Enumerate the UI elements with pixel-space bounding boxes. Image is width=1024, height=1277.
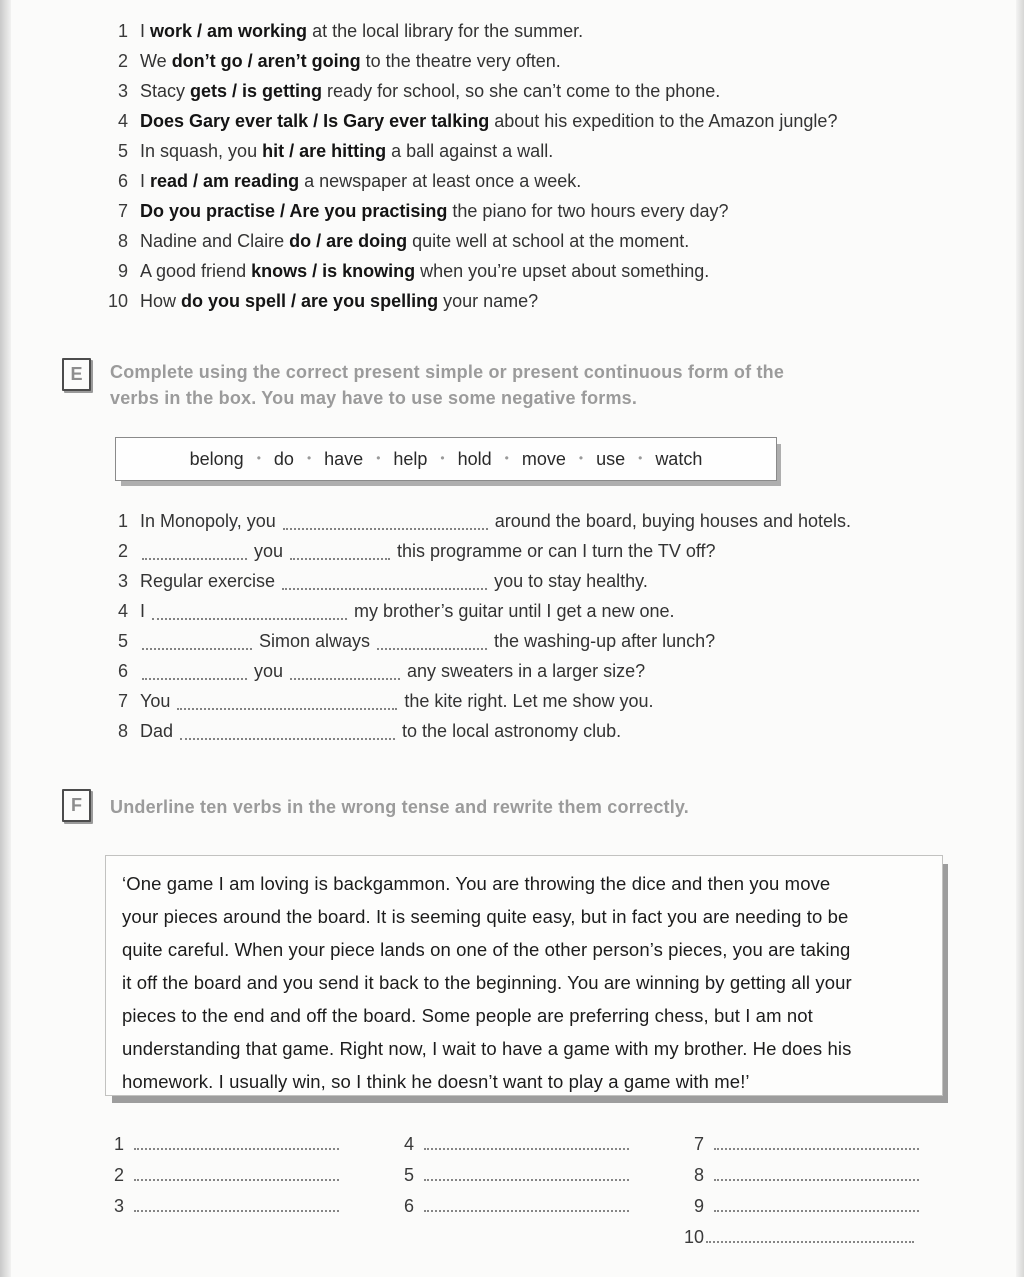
answer-number: 5 [403, 1165, 414, 1185]
sentence-text: Regular exercise [140, 571, 281, 591]
answer-row [388, 1194, 629, 1225]
story-text-box [105, 855, 943, 1096]
answer-number: 3 [113, 1196, 124, 1216]
item-text [140, 16, 583, 46]
bullet-separator-icon: • [504, 451, 509, 465]
exercise-item [98, 46, 998, 76]
answer-number: 7 [693, 1134, 704, 1154]
item-number: 4 [117, 601, 128, 621]
sentence-text: In squash, you [140, 141, 263, 161]
answer-number: 4 [403, 1134, 414, 1154]
sentence-text: I [140, 601, 151, 621]
item-number: 4 [117, 111, 128, 131]
sentence-text: a newspaper at least once a week. [299, 171, 582, 191]
sentence-text: I [140, 171, 151, 191]
sentence-text: at the local library for the summer. [307, 21, 584, 41]
sentence-text: Stacy [140, 81, 191, 101]
story-line: it off the board and you send it back to the beginning. You are winning by getting all your [122, 972, 852, 993]
story-line: homework. I usually win, so I think he doesn’t want to play a game with me!’ [122, 1071, 750, 1092]
answer-column [388, 1132, 629, 1225]
sentence-text: to the theatre very often. [360, 51, 561, 71]
answer-row [678, 1132, 919, 1163]
scan-edge-left [0, 0, 11, 1277]
bullet-separator-icon: • [638, 451, 643, 465]
verb-choice-bold: work / am working [150, 21, 308, 41]
answer-write-line[interactable] [424, 1163, 629, 1181]
verb-choice-bold: read / am reading [150, 171, 300, 191]
section-e-instruction [110, 359, 940, 411]
sentence-text: We [140, 51, 172, 71]
answer-blank[interactable] [282, 572, 487, 590]
bullet-separator-icon: • [376, 451, 381, 465]
verb-word: watch [655, 448, 703, 469]
answer-blank[interactable] [283, 512, 488, 530]
exercise-item [98, 626, 998, 656]
answer-number: 9 [693, 1196, 704, 1216]
answer-column [98, 1132, 339, 1225]
section-f-badge [62, 789, 91, 822]
item-number: 5 [117, 141, 128, 161]
item-text [140, 686, 654, 716]
answer-blank[interactable] [377, 632, 487, 650]
item-text [140, 506, 851, 536]
answer-row [388, 1163, 629, 1194]
item-text [140, 626, 715, 656]
exercise-item [98, 506, 998, 536]
item-number: 8 [117, 721, 128, 741]
bullet-separator-icon: • [440, 451, 445, 465]
verb-word: help [393, 448, 428, 469]
exercise-item [98, 686, 998, 716]
answer-blank[interactable] [290, 542, 390, 560]
rewrite-answers-grid [98, 1132, 968, 1272]
section-e-letter: E [70, 364, 83, 384]
sentence-text: Nadine and Claire [140, 231, 290, 251]
verb-choice-bold: do you spell / are you spelling [181, 291, 439, 311]
verb-word: use [596, 448, 626, 469]
scan-edge-right [1016, 0, 1024, 1277]
exercise-item [98, 566, 998, 596]
item-number: 7 [117, 691, 128, 711]
answer-column [678, 1132, 919, 1256]
item-number: 2 [117, 541, 128, 561]
instruction-line: Complete using the correct present simple or present continuous form of the [110, 362, 785, 382]
item-text [140, 166, 581, 196]
exercise-item [98, 166, 998, 196]
section-f-instruction: Underline ten verbs in the wrong tense and rewrite them correctly. [110, 797, 690, 817]
answer-number: 2 [113, 1165, 124, 1185]
verb-word: hold [457, 448, 492, 469]
exercise-item [98, 596, 998, 626]
item-text [140, 536, 716, 566]
sentence-text: my brother’s guitar until I get a new one. [349, 601, 675, 621]
sentence-text: about his expedition to the Amazon jungle? [489, 111, 838, 131]
verb-choice-bold: do / are doing [289, 231, 408, 251]
answer-write-line[interactable] [134, 1132, 339, 1150]
item-text [140, 76, 720, 106]
story-line: quite careful. When your piece lands on one of the other person’s pieces, you are taking [122, 939, 851, 960]
sentence-text: You [140, 691, 176, 711]
bullet-separator-icon: • [306, 451, 312, 465]
sentence-text: to the local astronomy club. [397, 721, 622, 741]
sentence-text: when you’re upset about something. [415, 261, 710, 281]
verb-word: have [324, 448, 364, 469]
sentence-text: In Monopoly, you [140, 511, 281, 531]
item-number: 3 [117, 571, 128, 591]
answer-row [678, 1163, 919, 1194]
item-text [140, 256, 709, 286]
answer-row [98, 1194, 339, 1225]
answer-row [678, 1194, 919, 1225]
item-text [140, 46, 561, 76]
answer-number: 10 [683, 1227, 704, 1247]
answer-blank[interactable] [142, 542, 247, 560]
verb-choice-bold: Do you practise / Are you practising [140, 201, 448, 221]
item-number: 2 [117, 51, 128, 71]
exercise-item [98, 76, 998, 106]
answer-blank[interactable] [290, 662, 400, 680]
item-number: 1 [117, 21, 128, 41]
verb-word: move [521, 448, 566, 469]
item-number: 6 [117, 661, 128, 681]
sentence-text: quite well at school at the moment. [407, 231, 690, 251]
section-e-badge [62, 358, 91, 391]
answer-number: 8 [693, 1165, 704, 1185]
sentence-text: the piano for two hours every day? [447, 201, 729, 221]
answer-blank[interactable] [177, 692, 397, 710]
item-number: 6 [117, 171, 128, 191]
verb-word: belong [189, 448, 244, 469]
instruction-line: verbs in the box. You may have to use some negative forms. [110, 388, 638, 408]
sentence-text: A good friend [140, 261, 252, 281]
exercise-item [98, 536, 998, 566]
item-number: 7 [117, 201, 128, 221]
verb-word: do [273, 448, 294, 469]
exercise-item [98, 16, 998, 46]
answer-write-line[interactable] [424, 1194, 629, 1212]
fill-in-blanks-list [98, 506, 998, 746]
sentence-text: a ball against a wall. [386, 141, 554, 161]
exercise-item [98, 716, 998, 746]
sentence-text: this programme or can I turn the TV off? [392, 541, 716, 561]
item-number: 5 [117, 631, 128, 651]
item-text [140, 566, 648, 596]
answer-write-line[interactable] [714, 1132, 919, 1150]
sentence-text: ready for school, so she can’t come to the phone. [322, 81, 721, 101]
verb-choice-bold: gets / is getting [190, 81, 323, 101]
bullet-separator-icon: • [256, 451, 261, 465]
bullet-separator-icon: • [578, 451, 584, 465]
item-number: 3 [117, 81, 128, 101]
exercise-item [98, 256, 998, 286]
item-number: 10 [107, 291, 128, 311]
answer-blank[interactable] [142, 662, 247, 680]
story-line: your pieces around the board. It is seeming quite easy, but in fact you are needing to be [122, 906, 849, 927]
answer-blank[interactable] [180, 722, 395, 740]
exercise-item [98, 106, 998, 136]
exercise-item [98, 656, 998, 686]
sentence-text: you [249, 541, 289, 561]
sentence-text: Simon always [254, 631, 376, 651]
sentence-text: your name? [438, 291, 539, 311]
answer-write-line[interactable] [424, 1132, 629, 1150]
sentence-text: the kite right. Let me show you. [399, 691, 654, 711]
answer-number: 1 [113, 1134, 124, 1154]
story-line: ‘One game I am loving is backgammon. You are throwing the dice and then you move [122, 873, 831, 894]
answer-row [388, 1132, 629, 1163]
item-text [140, 656, 645, 686]
verb-choice-bold: Does Gary ever talk / Is Gary ever talking [140, 111, 490, 131]
sentence-text: the washing-up after lunch? [489, 631, 716, 651]
section-f-letter: F [71, 795, 82, 815]
answer-write-line[interactable] [134, 1163, 339, 1181]
exercise-item [98, 226, 998, 256]
item-number: 9 [117, 261, 128, 281]
item-text [140, 286, 538, 316]
item-text [140, 226, 689, 256]
story-line: understanding that game. Right now, I wait to have a game with my brother. He does his [122, 1038, 852, 1059]
item-text [140, 716, 621, 746]
sentence-text: I [140, 21, 151, 41]
sentence-text: Dad [140, 721, 179, 741]
item-number: 1 [117, 511, 128, 531]
item-text [140, 136, 553, 166]
item-text [140, 106, 837, 136]
verb-choice-bold: don’t go / aren’t going [171, 51, 361, 71]
story-line: pieces to the end and off the board. Some people are preferring chess, but I am not [122, 1005, 813, 1026]
answer-row [98, 1163, 339, 1194]
answer-write-line[interactable] [714, 1163, 919, 1181]
answer-row [678, 1225, 919, 1256]
answer-number: 6 [403, 1196, 414, 1216]
answer-write-line[interactable] [714, 1194, 919, 1212]
answer-write-line[interactable] [134, 1194, 339, 1212]
sentence-text: any sweaters in a larger size? [402, 661, 646, 681]
exercise-item [98, 196, 998, 226]
answer-blank[interactable] [152, 602, 347, 620]
sentence-text: How [140, 291, 182, 311]
answer-write-line[interactable] [706, 1225, 914, 1243]
sentence-text: you to stay healthy. [489, 571, 648, 591]
item-text [140, 596, 675, 626]
verb-choice-bold: hit / are hitting [262, 141, 387, 161]
item-text [140, 196, 729, 226]
verb-choice-bold: knows / is knowing [251, 261, 416, 281]
sentence-text: you [249, 661, 289, 681]
exercise-item [98, 136, 998, 166]
choose-correct-form-list [98, 16, 998, 316]
sentence-text: around the board, buying houses and hotels. [489, 511, 852, 531]
answer-row [98, 1132, 339, 1163]
answer-blank[interactable] [142, 632, 252, 650]
verb-word-box [115, 437, 777, 481]
exercise-item [98, 286, 998, 316]
item-number: 8 [117, 231, 128, 251]
